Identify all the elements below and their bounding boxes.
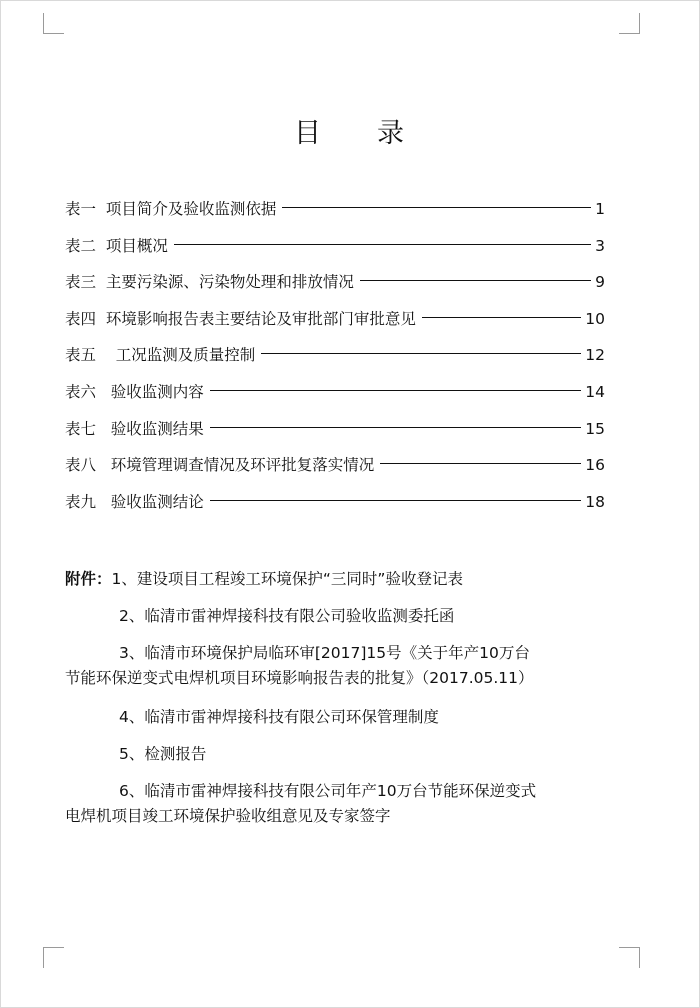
toc-page: 10 <box>585 309 605 328</box>
attachments-heading: 附件： <box>65 570 112 588</box>
toc-code: 表八 <box>65 456 97 475</box>
toc-leader <box>210 390 581 391</box>
toc-code: 表三 <box>65 273 97 292</box>
attachment-item <box>65 641 625 691</box>
crop-mark-top-left <box>43 13 64 34</box>
toc-leader <box>210 500 581 501</box>
toc-row[interactable] <box>65 453 605 490</box>
toc-row[interactable] <box>65 343 605 380</box>
toc-page: 3 <box>595 236 605 255</box>
toc-code: 表九 <box>65 492 97 511</box>
table-of-contents <box>65 197 605 526</box>
toc-text: 项目简介及验收监测依据 <box>105 200 277 218</box>
toc-row[interactable] <box>65 234 605 271</box>
toc-page: 9 <box>595 273 605 292</box>
toc-text: 验收监测结果 <box>110 419 204 438</box>
toc-leader <box>360 280 591 281</box>
toc-page: 16 <box>585 456 605 475</box>
toc-leader <box>174 244 591 245</box>
toc-code: 表五 <box>65 346 97 365</box>
toc-page: 1 <box>595 200 605 218</box>
toc-row[interactable] <box>65 417 605 454</box>
page-title <box>1 111 699 150</box>
attachment-item: 2、临清市雷神焊接科技有限公司验收监测委托函 <box>119 607 455 625</box>
attachment-text-continued: 节能环保逆变式电焊机项目环境影响报告表的批复》（2017.05.11） <box>65 669 534 687</box>
toc-page: 15 <box>585 419 605 438</box>
toc-code: 表六 <box>65 382 97 401</box>
toc-code: 表四 <box>65 309 97 328</box>
toc-text: 环境管理调查情况及环评批复落实情况 <box>110 456 375 475</box>
toc-text: 项目概况 <box>105 236 168 255</box>
toc-leader <box>380 463 581 464</box>
toc-row[interactable] <box>65 307 605 344</box>
attachment-text: 1、建设项目工程竣工环境保护“三同时”验收登记表 <box>111 570 463 588</box>
attachments-section <box>65 567 625 843</box>
toc-row[interactable] <box>65 490 605 527</box>
toc-page: 18 <box>585 492 605 511</box>
toc-text: 环境影响报告表主要结论及审批部门审批意见 <box>105 309 416 328</box>
toc-leader <box>282 207 591 208</box>
toc-row[interactable] <box>65 380 605 417</box>
title-char-2: 录 <box>377 118 406 149</box>
crop-mark-bottom-left <box>43 947 64 968</box>
toc-text: 验收监测内容 <box>110 382 204 401</box>
toc-code: 表七 <box>65 419 97 438</box>
attachment-text-continued: 电焊机项目竣工环境保护验收组意见及专家签字 <box>65 807 391 825</box>
toc-code: 表二 <box>65 236 97 255</box>
attachment-text: 6、临清市雷神焊接科技有限公司年产10万台节能环保逆变式 <box>119 782 537 800</box>
toc-text: 验收监测结论 <box>110 492 204 511</box>
attachment-item <box>65 779 625 829</box>
toc-text: 主要污染源、污染物处理和排放情况 <box>105 273 354 292</box>
attachment-item: 4、临清市雷神焊接科技有限公司环保管理制度 <box>119 708 439 726</box>
toc-page: 14 <box>585 382 605 401</box>
attachment-item <box>65 567 625 592</box>
toc-code: 表一 <box>65 200 97 218</box>
toc-leader <box>422 317 581 318</box>
toc-leader <box>261 353 581 354</box>
toc-row[interactable] <box>65 270 605 307</box>
toc-text: 工况监测及质量控制 <box>115 346 256 365</box>
attachment-item: 5、检测报告 <box>119 745 207 763</box>
crop-mark-top-right <box>619 13 640 34</box>
toc-leader <box>210 427 581 428</box>
title-char-1: 目 <box>294 118 323 149</box>
toc-row[interactable] <box>65 197 605 234</box>
crop-mark-bottom-right <box>619 947 640 968</box>
toc-page: 12 <box>585 346 605 365</box>
attachment-text: 3、临清市环境保护局临环审[2017]15号《关于年产10万台 <box>119 644 530 662</box>
